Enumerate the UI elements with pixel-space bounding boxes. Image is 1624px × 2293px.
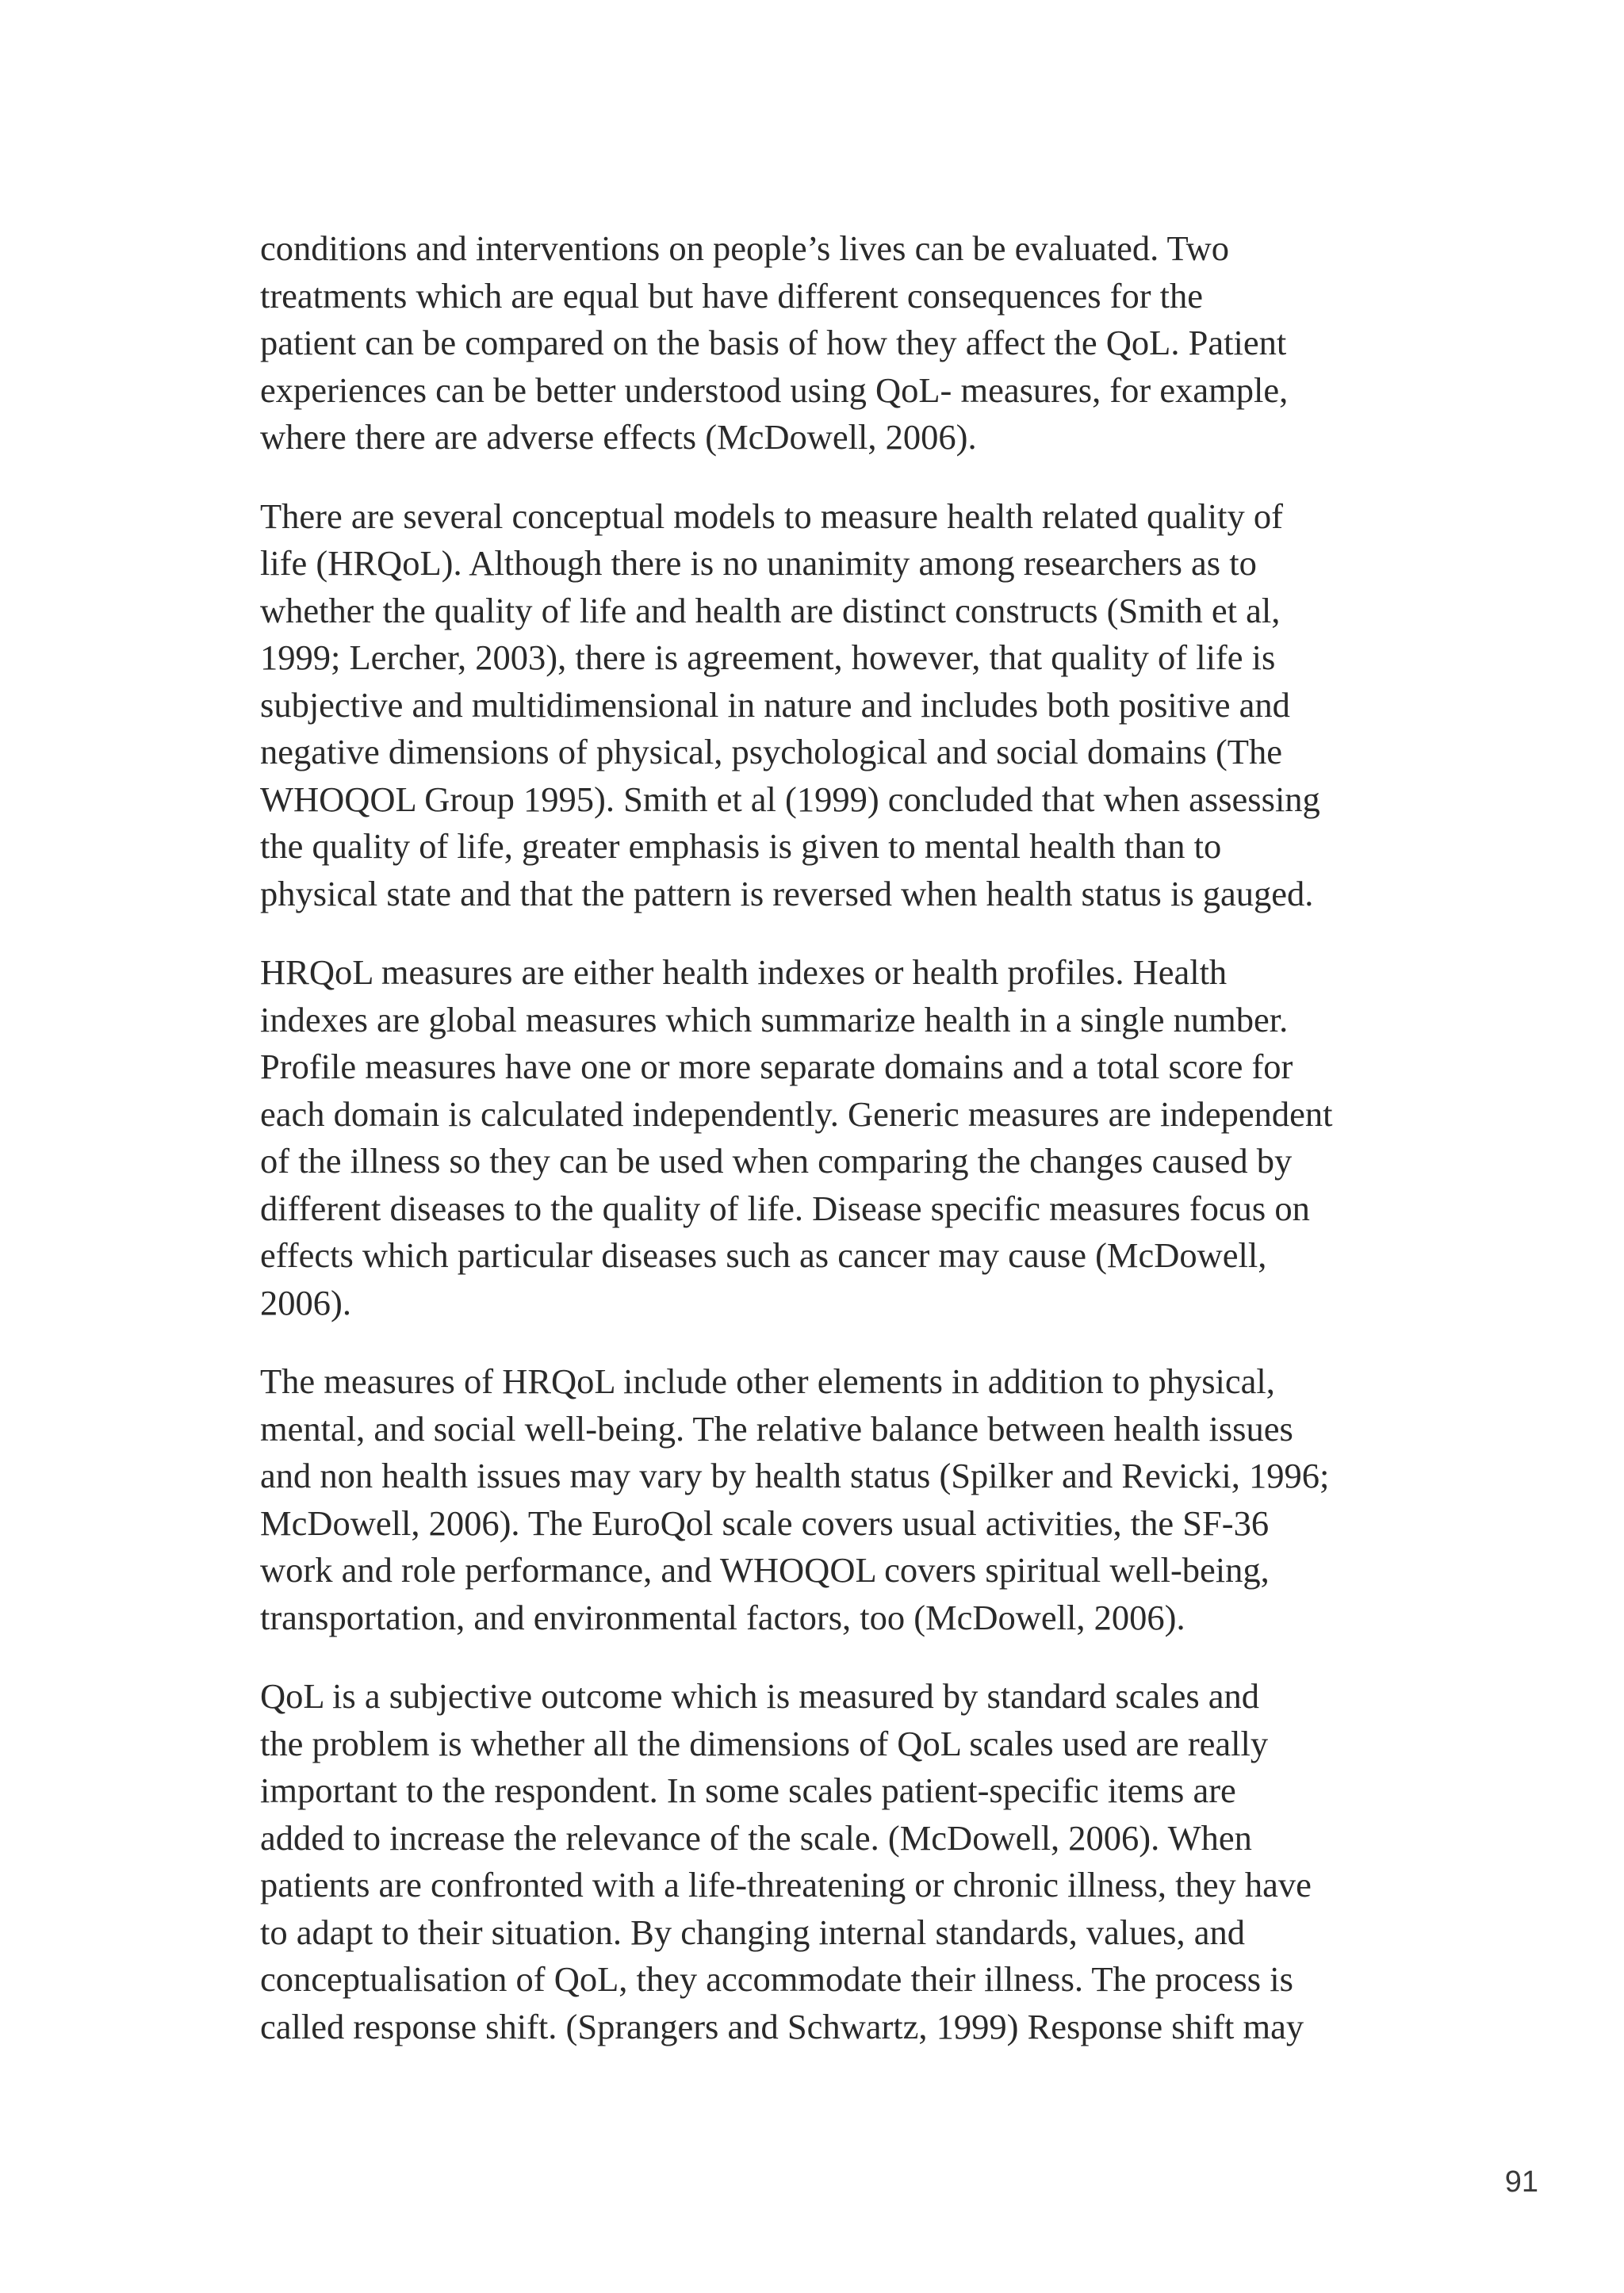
text-line: mental, and social well-being. The relative balance between health issues <box>260 1408 1293 1449</box>
text-line: experiences can be better understood using QoL- measures, for example, <box>260 369 1289 410</box>
text-line: called response shift. (Sprangers and Schwartz, 1999) Response shift may <box>260 2006 1304 2046</box>
text-line: patients are confronted with a life-threatening or chronic illness, they have <box>260 1865 1312 1904</box>
text-line: where there are adverse effects (McDowell, 2006). <box>260 417 977 457</box>
body-text <box>260 225 1402 2082</box>
text-line: effects which particular diseases such as cancer may cause (McDowell, <box>260 1235 1267 1275</box>
text-line: life (HRQoL). Although there is no unanimity among researchers as to <box>260 543 1257 583</box>
text-line: negative dimensions of physical, psychological and social domains (The <box>260 732 1282 771</box>
text-line: HRQoL measures are either health indexes or health profiles. Health <box>260 952 1228 992</box>
text-line: transportation, and environmental factors, too (McDowell, 2006). <box>260 1597 1185 1637</box>
paragraph-5 <box>260 1673 1402 2050</box>
text-line: treatments which are equal but have different consequences for the <box>260 275 1204 316</box>
text-line: physical state and that the pattern is reversed when health status is gauged. <box>260 873 1314 913</box>
text-line: whether the quality of life and health are distinct constructs (Smith et al, <box>260 590 1281 630</box>
text-line: of the illness so they can be used when comparing the changes caused by <box>260 1141 1293 1181</box>
text-line: conceptualisation of QoL, they accommodate their illness. The process is <box>260 1959 1293 1999</box>
text-line: Profile measures have one or more separate domains and a total score for <box>260 1047 1293 1086</box>
text-line: patient can be compared on the basis of how they affect the QoL. Patient <box>260 323 1287 362</box>
text-line: added to increase the relevance of the scale. (McDowell, 2006). When <box>260 1817 1252 1858</box>
text-line: different diseases to the quality of life. Disease specific measures focus on <box>260 1188 1310 1228</box>
text-line: The measures of HRQoL include other elements in addition to physical, <box>260 1361 1275 1401</box>
text-line: the problem is whether all the dimensions of QoL scales used are really <box>260 1723 1269 1763</box>
text-line: the quality of life, greater emphasis is given to mental health than to <box>260 826 1222 866</box>
text-line: to adapt to their situation. By changing internal standards, values, and <box>260 1912 1246 1952</box>
page-number: 91 <box>1504 2165 1538 2199</box>
text-line: McDowell, 2006). The EuroQol scale covers usual activities, the SF-36 <box>260 1503 1270 1543</box>
paragraph-3 <box>260 949 1402 1326</box>
paragraph-1 <box>260 225 1402 461</box>
text-line: important to the respondent. In some scales patient-specific items are <box>260 1770 1236 1810</box>
text-line: 2006). <box>260 1282 351 1323</box>
text-line: WHOQOL Group 1995). Smith et al (1999) concluded that when assessing <box>260 779 1320 819</box>
text-line: subjective and multidimensional in nature and includes both positive and <box>260 684 1290 725</box>
text-line: QoL is a subjective outcome which is measured by standard scales and <box>260 1676 1260 1716</box>
text-line: work and role performance, and WHOQOL covers spiritual well-being, <box>260 1550 1270 1590</box>
text-line: indexes are global measures which summarize health in a single number. <box>260 999 1289 1039</box>
paragraph-4 <box>260 1358 1402 1641</box>
paragraph-2 <box>260 493 1402 918</box>
text-line: 1999; Lercher, 2003), there is agreement, however, that quality of life is <box>260 637 1276 677</box>
text-line: each domain is calculated independently. Generic measures are independent <box>260 1093 1333 1134</box>
text-line: and non health issues may vary by health status (Spilker and Revicki, 1996; <box>260 1456 1330 1495</box>
text-line: There are several conceptual models to measure health related quality of <box>260 496 1283 536</box>
text-line: conditions and interventions on people’s lives can be evaluated. Two <box>260 228 1229 268</box>
